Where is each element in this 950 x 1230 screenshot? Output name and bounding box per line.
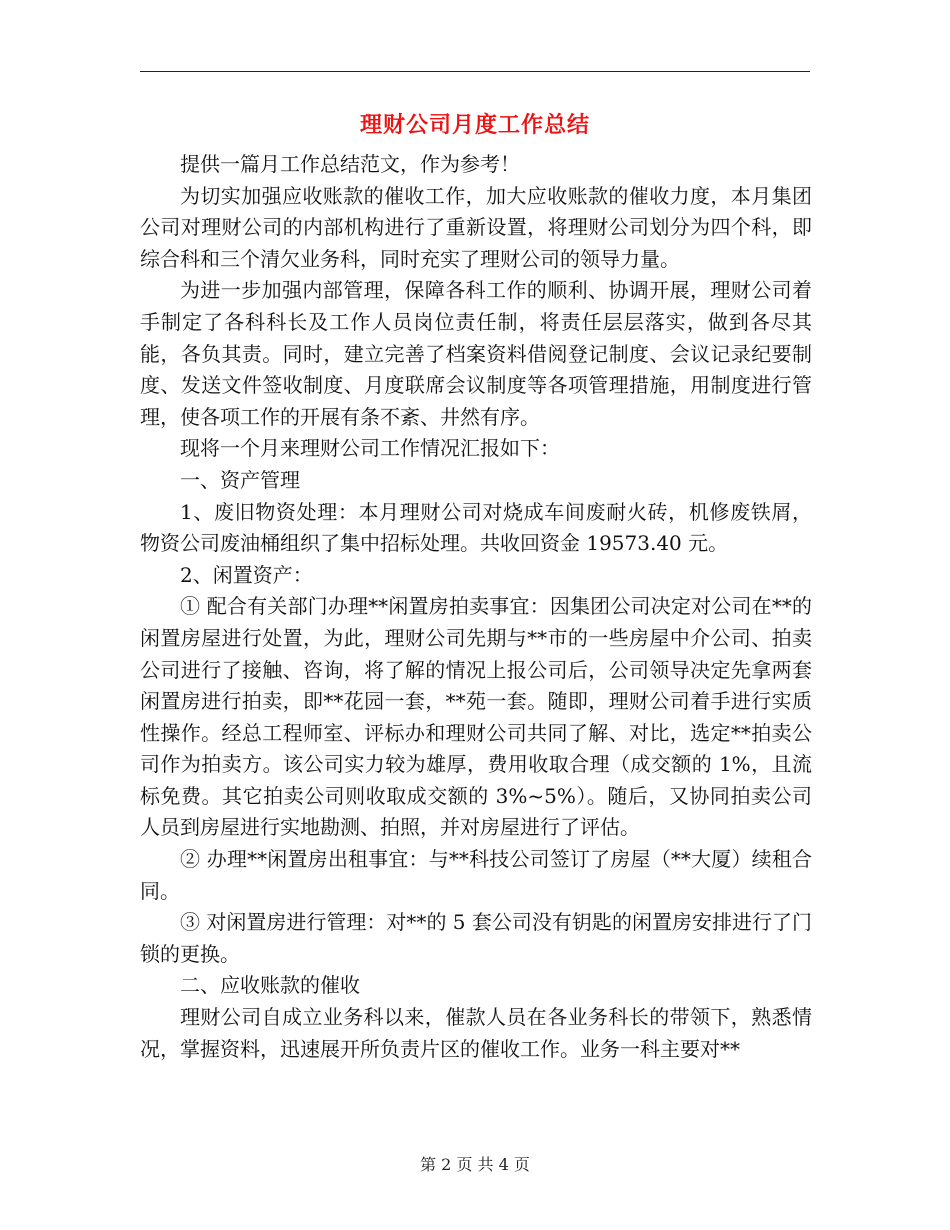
paragraph-report-lead: 现将一个月来理财公司工作情况汇报如下： [180,436,560,461]
paragraph-idle-house-management: ③ 对闲置房进行管理：对**的 5 套公司没有钥匙的闲置房安排进行了门锁的更换。 [140,910,812,966]
paragraph-receivables-collection: 理财公司自成立业务科以来，催款人员在各业务科长的带领下，熟悉情况，掌握资料，迅速展开所负责片区的催收工作。业务一科主要对** [140,1005,812,1061]
paragraph-reorganization: 为切实加强应收账款的催收工作，加大应收账款的催收力度，本月集团公司对理财公司的内部机构进行了重新设置，将理财公司划分为四个科，即综合科和三个清欠业务科，同时充实了理财公司的领导力量。 [140,183,812,271]
document-title: 理财公司月度工作总结 [359,112,590,138]
paragraph-idle-house-auction: ① 配合有关部门办理**闲置房拍卖事宜：因集团公司决定对公司在**的闲置房屋进行处置，为此，理财公司先期与**市的一些房屋中介公司、拍卖公司进行了接触、咨询，将了解的情况上报公司后，公司领导决定先拿两套闲置房进行拍卖，即**花园一套，**苑一套。随即，理财公司着手进行实质性操作。经总工程师室、评标办和理财公司共同了解、对比，选定**拍卖公司作为拍卖方。该公司实力较为雄厚，费用收取合理（成交额的 1%，且流标免费。其它拍卖公司则收取成交额的 3%~5%）。随后，又协同拍卖公司人员到房屋进行实地勘测、拍照，并对房屋进行了评估。 [140,594,812,840]
page-footer [0,1153,950,1177]
page-number-label: 第 2 页 共 4 页 [420,1155,530,1174]
paragraph-idle-house-rental: ② 办理**闲置房出租事宜：与**科技公司签订了房屋（**大厦）续租合同。 [140,847,812,903]
paragraph-intro: 提供一篇月工作总结范文，作为参考！ [180,152,520,176]
header-rule [140,71,810,72]
paragraph-idle-assets: 2、闲置资产： [180,562,313,587]
section-heading-asset-management: 一、资产管理 [180,467,300,492]
section-heading-receivables: 二、应收账款的催收 [180,973,360,998]
paragraph-scrap-disposal: 1、废旧物资处理：本月理财公司对烧成车间废耐火砖，机修废铁屑，物资公司废油桶组织了集中招标处理。共收回资金 19573.40 元。 [140,499,812,556]
document-body [140,149,812,1065]
paragraph-internal-management: 为进一步加强内部管理，保障各科工作的顺利、协调开展，理财公司着手制定了各科科长及工作人员岗位责任制，将责任层层落实，做到各尽其能，各负其责。同时，建立完善了档案资料借阅登记制度、会议记录纪要制度、发送文件签收制度、月度联席会议制度等各项管理措施，用制度进行管理，使各项工作的开展有条不紊、井然有序。 [140,278,812,429]
